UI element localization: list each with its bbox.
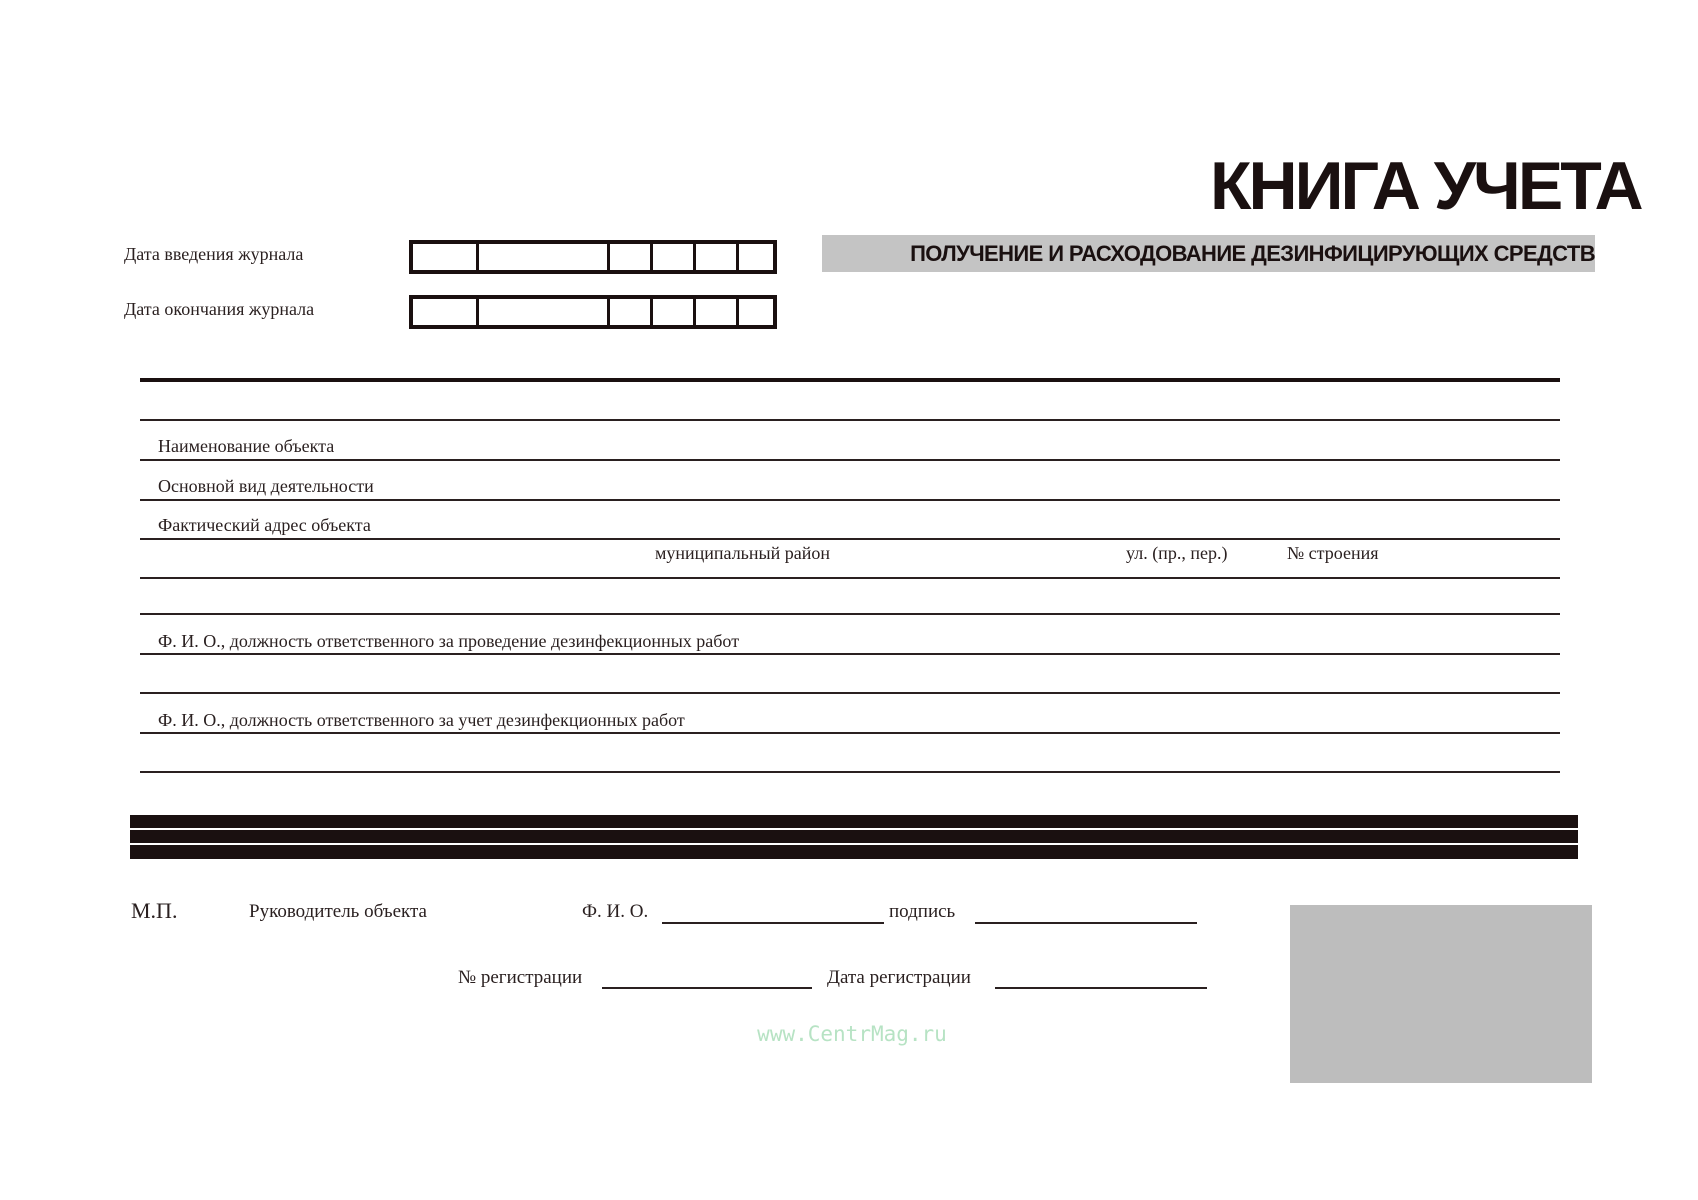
object-name-label: Наименование объекта	[158, 436, 335, 456]
date-cell[interactable]	[413, 299, 479, 325]
address-detail-line[interactable]	[140, 577, 1560, 579]
reg-date-label: Дата регистрации	[827, 967, 971, 988]
date-cell[interactable]	[479, 244, 610, 270]
activity-line[interactable]	[140, 499, 1560, 501]
date-cell[interactable]	[696, 244, 739, 270]
street-label: ул. (пр., пер.)	[1126, 543, 1228, 563]
responsible-accounting-line[interactable]	[140, 732, 1560, 734]
date-cell[interactable]	[653, 244, 696, 270]
start-date-boxes[interactable]	[409, 240, 777, 274]
date-cell[interactable]	[610, 299, 653, 325]
book-subtitle: ПОЛУЧЕНИЕ И РАСХОДОВАНИЕ ДЕЗИНФИЦИРУЮЩИХ СРЕДСТВ	[910, 241, 1595, 266]
date-cell[interactable]	[696, 299, 739, 325]
address-label: Фактический адрес объекта	[158, 515, 371, 535]
stamp-place-label: М.П.	[131, 898, 178, 923]
fio-label: Ф. И. О.	[582, 901, 649, 922]
blank-line[interactable]	[140, 692, 1560, 694]
head-label: Руководитель объекта	[249, 901, 427, 922]
reg-number-field[interactable]	[602, 987, 812, 989]
divider-top	[140, 378, 1560, 382]
object-name-line[interactable]	[140, 459, 1560, 461]
start-date-label: Дата введения журнала	[124, 244, 304, 264]
date-cell[interactable]	[653, 299, 696, 325]
district-label: муниципальный район	[655, 543, 831, 563]
watermark: www.CentrMag.ru	[757, 1022, 947, 1046]
responsible-accounting-label: Ф. И. О., должность ответственного за учет дезинфекционных работ	[158, 710, 685, 730]
fio-field[interactable]	[662, 922, 884, 924]
end-date-boxes[interactable]	[409, 295, 777, 329]
blank-line[interactable]	[140, 613, 1560, 615]
end-date-label: Дата окончания журнала	[124, 299, 315, 319]
date-cell[interactable]	[610, 244, 653, 270]
reg-date-field[interactable]	[995, 987, 1207, 989]
date-cell[interactable]	[739, 299, 773, 325]
responsible-disinfection-label: Ф. И. О., должность ответственного за проведение дезинфекционных работ	[158, 631, 740, 651]
signature-field[interactable]	[975, 922, 1197, 924]
building-label: № строения	[1287, 543, 1379, 563]
signature-label: подпись	[889, 901, 956, 922]
responsible-disinfection-line[interactable]	[140, 653, 1560, 655]
band-stripe	[130, 843, 1578, 845]
date-cell[interactable]	[479, 299, 610, 325]
band-stripe	[130, 828, 1578, 830]
date-cell[interactable]	[739, 244, 773, 270]
activity-label: Основной вид деятельности	[158, 476, 374, 496]
black-band	[130, 815, 1578, 859]
blank-line[interactable]	[140, 771, 1560, 773]
blank-line[interactable]	[140, 419, 1560, 421]
stamp-area	[1290, 905, 1592, 1083]
reg-number-label: № регистрации	[458, 967, 583, 988]
book-title: КНИГА УЧЕТА	[1210, 148, 1641, 224]
address-line[interactable]	[140, 538, 1560, 540]
date-cell[interactable]	[413, 244, 479, 270]
